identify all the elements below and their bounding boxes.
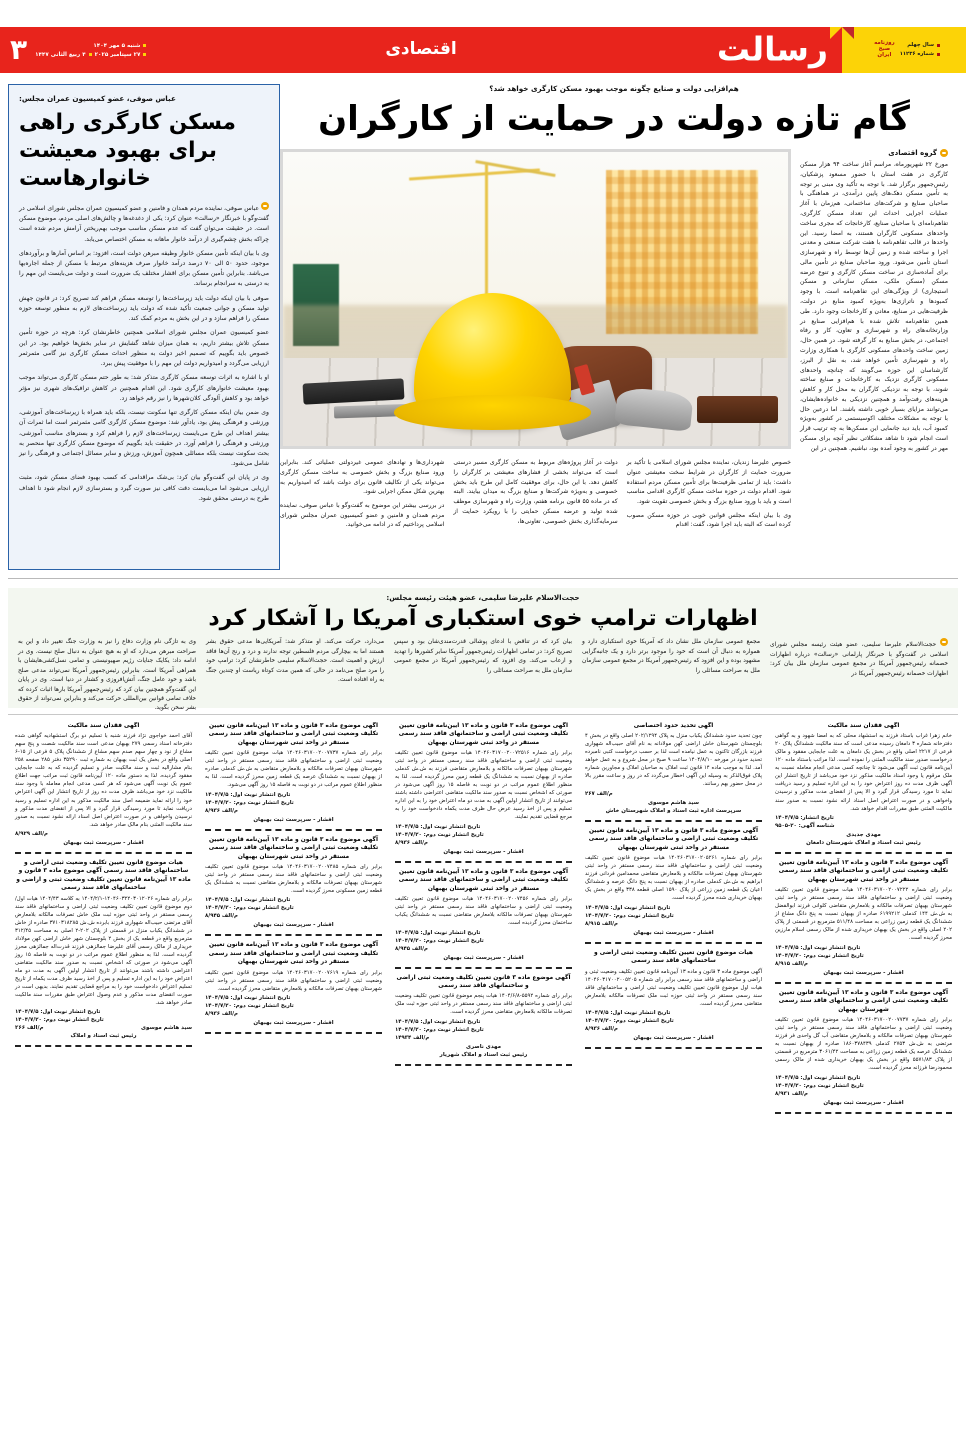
ad-meta-line: تاریخ انتشار نوبت اول: ۱۴۰۴/۷/۵ — [15, 1009, 101, 1016]
ad-body: برابر رای شماره ۱۴۰۴۶۰۳۱۷۰۰۲۰۰۷۷۳۷ هیات موضوع قانون تعیین تکلیف وضعیت ثبتی اراضی و ساختمانهای فاقد سند رسمی مستقر در واحد ثبتی شهرستان بهبهان تصرفات مالکانه و بلامعارض متقاضی آب گل واحدی فر فرزند مرتضی به ش.ش ۲۷۵۳ کدملی ۱۸۶۰۳۷۸۴۳۹ صادره از بهبهان نسبت به ششدانگ عرصه یک قطعه زمین زراعی به مساحت ۳۰۶۱/۴۲ مترمربع در قسمتی از پلاک ۵۵۷۱/۸۳ واقع در بخش یک بهبهان خریداری شده از مالک رسمی محمودرضا فرزانه محرز گردیده است. — [775, 1016, 952, 1072]
paragraph: مورخ ۲۲ شهریورماه، مراسم آغاز ساخت ۹۴ هزار مسکن کارگری در هفت استان با حضور مسعود پزشکیان، رئیس‌جمهور برگزار شد. با توجه به تأکید وی مبنی بر توجه به تأمین مسکن دهک‌های پایین درآمدی، در هماهنگی با صاحبان صنایع و شرکت‌های ساختمانی، هم‌زمان با آغاز عملیات اجرایی احداث این تعداد مسکن کارگری، تفاهم‌نامه‌ای با صاحبان صنایع، کارخانجات که مجری ساخت واحدهای مسکونی کارگران هستند، به امضا رسید. این واحدها در قالب تفاهم‌نامه با هفت شرکت صنعتی و معدنی اجرا و ساخته شده و زمین آن‌ها توسط راه و شهرسازی استان تأمین می‌شود. ورود صاحبان صنایع در تأمین مالی برای آماده‌سازی در ساخت مسکن کارگری و تنوع عرضه مسکن (مسکن ملکی، مسکن سازمانی و مسکن استیجاری) از ویژگی‌های این تفاهم‌نامه است. با وجود کمبودها و ناترازی‌ها به‌ویژه کمبود منابع در دولت، ظرفیت‌هایی در صنایع، معادن و کارخانجات وجود دارد. طی همین تفاهم‌نامه تلاش شده با هم‌افزایی صنایع در وزارتخانه‌های راه و شهرسازی و تعاون، کار و رفاه اجتماعی، در بخش صنایع به کار گرفته شود. در همین حال، زمین ساخت واحدهای مسکونی کارگری با همکاری وزارت راه و شهرسازی تأمین خواهد شد، به نقل از البرز، کارشناسان این حوزه می‌گویند که چنانچه واحدهای مسکونی کارگری نزدیک به کارخانجات و صنایع ساخته شوند، با توجه به نزدیکی کارگران به محل کار و کاهش هزینه‌های رفت‌وآمد و همچنین نزدیکی به خانواده‌هایشان، می‌توانند مزایای بسیار خوبی داشته باشند. اما درعین حال با توجه به مشکلات مختلف اکوسیستمی در کشور به‌ویژه کمبود آب، باید دید جانمایی این مسکن‌ها به چه ترتیب قرار است انجام شود تا شاهد مشکلاتی نظیر آنچه برای مسکن مهر در کشور به وجود آمده بود، نباشیم. همچنین در این — [800, 161, 949, 452]
classified-ad[interactable] — [775, 722, 952, 846]
ad-separator — [395, 861, 572, 863]
masthead-red-bar — [0, 27, 842, 73]
ad-signer-title: افشار - سرپرست ثبت بهبهان — [253, 1020, 334, 1027]
ad-meta-line: تاریخ انتشار نوبت دوم: ۱۴۰۴/۷/۲۰ — [15, 1017, 104, 1024]
quote-badge-icon — [940, 638, 948, 646]
second-story-kicker: حجت‌الاسلام علیرضا سلیمی، عضو هیئت رئیسه مجلس: — [386, 593, 580, 602]
paragraph: بیان کرد که در تناقض با ادعای پوشالی قدرت‌مندی‌شان بود و سپس تصریح کرد: در تمامی اظهارات رئیس‌جمهور آمریکا سایر کشورها را تهدید و ارعاب می‌کند. وی افزود که رئیس‌جمهور آمریکا در مجمع عمومی سازمان ملل به صراحت مسائلی را — [394, 639, 572, 674]
paragraph: وی با بیان اینکه تأمین مسکن خانوار وظیفه مبرهن دولت است، افزود: بر اساس آمارها و برآوردهای موجود، حدود ۵۰ الی ۷۰ درصد درآمد خانوار صرف هزینه‌های مرتبط با مسکن از جمله اجاره‌بها می‌باشد. بنابراین تأمین مسکن برای اقشار مختلف یک ضرورت است و دولت می‌بایست این مهم را به درستی به سرانجام برساند. — [19, 249, 269, 288]
lead-kicker: هم‌افزایی دولت و صنایع چگونه موجب بهبود مسکن کارگری خواهد شد؟ — [489, 84, 739, 93]
ad-meta-line: تاریخ انتشار نوبت اول: ۱۴۰۴/۷/۵ — [775, 944, 861, 951]
lead-byline — [800, 149, 948, 157]
paragraph: عضو کمیسیون عمران مجلس شورای اسلامی همچنین خاطرنشان کرد: هرچه در حوزه تأمین مسکن تلاش بیشتر داریم، به همان میزان شاهد گشایش در سایر بخش‌ها خواهیم بود. در این خصوص باید بگوییم که تصمیم اخیر دولت به منظور احداث مسکن کارگری نیز گامی مثمرثمر ارزیابی می‌گردد و امیدواریم دولت این مهم را با موفقیت پیش ببرد. — [19, 329, 269, 368]
ad-body: آقای احمد خواجوی نژاد فرزند شنبه با تسلیم دو برگ استشهادیه گواهی شده دفترخانه اسناد رسمی ۲۷۹ بهبهان مدعی است سند مالکیت شصت و پنج سهم مشاع از نود و چهار سهم صدم سهم مشاع از ششدانگ پلاک ۵ فرعی از ۱۵-۶ اصلی واقع در بخش یک ثبت بهبهان به شماره ثبت ۳۵۲۹۰ دفتر ۲۸۵ صفحه ۲۵۸ بنام مشارالیه ثبت و سند مالکیت صادر و تسلیم گردیده که به علت جابجایی مفقود گردیده. لذا به دستور ماده ۱۲۰ آیین‌نامه قانون ثبت مراتب جهت اطلاع عموم یک نوبت آگهی می‌شود که هر کسی مدعی انجام معامله با وجود سند مالکیت نزد خود می‌باشد ظرف مدت ده روز از تاریخ انتشار این آگهی اعتراض خود را ارائه نماید ضمیمه اصل سند مالکیت مذکور به این اداره تسلیم و رسید دریافت نماید تا مورد رسیدگی قرار گیرد و الا پس از انقضای مدت مذکور و نرسیدن واخواهی و در صورت اعتراض اصل اسناد ارائه نشود نسبت به صدور سند مالکیت المثنی بنام مالک صادر خواهد شد. — [15, 733, 192, 828]
top-story-zone — [8, 84, 958, 570]
paragraph: شهرداری‌ها و نهادهای عمومی غیردولتی عملیاتی کند. بنابراین ورود صنایع بزرگ و بخش خصوصی به ساخت مسکن کارگری می‌تواند یکی از تکالیف قانون برای دولت باشد که امیدواریم به بهترین شکل ممکن اجرایی شود. — [280, 459, 445, 496]
ad-title: آگهی موضوع ماده ۳ قانون و ماده ۱۳ آیین‌نامه قانون تعیین تکلیف وضعیت ثبتی اراضی و ساختمانهای فاقد سند رسمی مستقر در واحد ثبتی شهرستان بهبهان — [208, 836, 379, 860]
ad-signer-title: افشار - سرپرست ثبت بهبهان — [823, 1099, 904, 1106]
ad-meta-line: تاریخ انتشار نوبت اول: ۱۴۰۴/۷/۵ — [775, 1074, 861, 1081]
lead-text-column-4 — [280, 458, 444, 570]
ad-body: برابر رای شماره ۱۴۰۴۶۰۳۱۷۰۰۲۰۰۷۴۸۵ هیات موضوع قانون تعیین تکلیف وضعیت ثبتی اراضی و ساختمانهای فاقد سند رسمی مستقر در واحد ثبتی شهرستان بهبهان تصرفات مالکانه و بلامعارض متقاضی نسبت به ششدانگ یک قطعه زمین مسکونی محرز گردیده است. — [205, 863, 382, 894]
second-story-column-5 — [18, 638, 196, 717]
lead-body-col1 — [800, 160, 948, 453]
ad-meta-line: م/الف ۸/۹۳۶ — [585, 1026, 618, 1033]
date-solar: شنبه ۵ مهر ۱۴۰۴ — [93, 42, 141, 49]
ad-separator — [775, 852, 952, 854]
ad-title: آگهی فقدان سند مالکیت — [67, 723, 140, 729]
ad-body: آگهی موضوع ماده ۳ قانون و ماده ۱۳ آیین‌نامه قانون تعیین تکلیف وضعیت ثبتی و اراضی و ساختمانهای فاقد سند رسمی برابر رای شماره ۱۴۰۴۶۰۳۱۷۰۰۲۰۰۵۲۰۵ هیات اول موضوع قانون تعیین تکلیف وضعیت ثبتی اراضی و ساختمانهای فاقد سند رسمی مستقر در واحد ثبتی حوزه ثبت ملک تصرفات مالکانه بلامعارض متقاضی محرز گردیده است. — [585, 968, 762, 1007]
classified-ad[interactable] — [205, 722, 382, 823]
aside-headline[interactable]: مسکن کارگری راهی برای بهبود معیشت خانوارهاست — [19, 110, 236, 191]
ad-signer-title: سرپرست اداره ثبت اسناد و املاک شهرستان خاش — [605, 808, 742, 814]
ad-separator — [395, 1064, 572, 1066]
date-gregorian: ۲۷ سپتامبر ۲۰۲۵ — [94, 51, 141, 58]
ad-meta-line: م/الف ۸/۹۴۵ — [205, 913, 238, 920]
second-story-column-4 — [206, 638, 384, 717]
paragraph: وی به تازگی نام وزارت دفاع را نیز به وزارت جنگ تغییر داد و این به صراحت مبرهن می‌دارد که او به هیچ عنوان به دنبال صلح نیست. وی در ادامه داد: یکایک جنایات رژیم صهیونیستی و تمامی نسل‌کشی‌هایشان با همراهی آمریکا است. بنابراین رئیس‌جمهور آمریکا نمی‌تواند مدعی صلح باشد و خود عامل جنگ، آتش‌افروزی و کشتار در دنیا است. وی در پایان این گفت‌وگو همچنین بیان کرد که رئیس‌جمهور آمریکا بارها اثبات کرده که خلاف تمامی قوانین بین‌المللی حرکت می‌کند و بنابراین نمی‌تواند از حقوق بشر سخن بگوید. — [18, 639, 196, 712]
ad-signer-title: افشار - سرپرست ثبت بهبهان — [253, 922, 334, 929]
ad-signer-title: افشار - سرپرست ثبت بهبهان — [633, 929, 714, 936]
issue-year: سال چهلم — [907, 42, 934, 49]
classified-column — [768, 722, 958, 1434]
aside-interview-box — [8, 84, 280, 570]
ad-meta-line: م/الف ۸/۹۱۵ — [585, 920, 618, 927]
corner-triangle-icon — [842, 27, 854, 39]
ad-meta-line: م/الف ۸/۹۳۶ — [205, 807, 238, 814]
paragraph: وی با بیان اینکه مجلس قوانین خوبی در حوزه مسکن مصوب کرده است که البته باید اجرا شود، گفت: اقدام — [626, 511, 791, 529]
bullet-icon — [143, 44, 146, 47]
ad-title: آگهی موضوع ماده ۳ قانون و ماده ۱۳ آیین‌نامه قانون تعیین تکلیف وضعیت ثبتی اراضی و ساختمانهای فاقد سند رسمی مستقر در واحد ثبتی شهرستان بهبهان — [398, 723, 569, 746]
lead-headline[interactable]: گام تازه دولت در حمایت از کارگران — [318, 99, 910, 139]
ad-signer-title: افشار - سرپرست ثبت بهبهان — [443, 848, 524, 855]
lead-byline-label: گروه اقتصادی — [888, 149, 937, 158]
ad-title: هیات موضوع قانون تعیین تکلیف وضعیت ثبتی اراضی و ساختمانهای فاقد سند رسمی آگهی موضوع ماده ۳ قانون و ماده ۱۳ آیین‌نامه قانون تعیین تکلیف وضعیت ثبتی و اراضی و ساختمانهای فاقد سند رسمی — [16, 860, 191, 892]
ad-meta-line: تاریخ انتشار نوبت اول: ۱۴۰۴/۷/۵ — [395, 823, 481, 830]
masthead-yellow-panel — [842, 27, 966, 73]
paper-descriptor-line1: روزنامه — [874, 40, 895, 47]
classifieds-section — [8, 722, 958, 1434]
lead-text-column-2 — [627, 458, 791, 570]
date-lunar: ۴ ربیع الثانی ۱۴۴۷ — [35, 51, 86, 58]
ad-meta-line: تاریخ انتشار نوبت دوم: ۱۴۰۴/۷/۲۰ — [205, 799, 294, 806]
date-other-row — [35, 52, 146, 58]
paragraph: حجت‌الاسلام علیرضا سلیمی، عضو هیئت رئیسه مجلس شورای اسلامی در گفت‌وگو با خبرنگار پارلمانی «رسالت» درباره اظهارات خصمانه رئیس‌جمهور آمریکا در مجمع عمومی سازمان ملل بیان کرد: اظهارات خصمانه رئیس‌جمهور آمریکا در — [770, 642, 948, 677]
ad-body: خانم زهرا غراب باستاد فرزند به استشهاد محلی که به امضا شهود و به گواهی دفترخانه شماره ۳ دامغان رسیده مدعی است که سند مالکیت ششدانگ پلاک ۲۰ فرعی از ۲۲۱۷ اصلی واقع در بخش یک دامغان به علت جابجایی مفقود و مالک درخواست صدور سند مالکیت المثنی را نموده است. لذا مراتب باستناد ماده ۱۲۰ آیین‌نامه قانون ثبت آگهی می‌شود تا چنانچه کسی مدعی انجام معامله نسبت به ملک مرقوم یا وجود اسناد مالکیت مذکور نزد خود می‌باشد از تاریخ انتشار این آگهی ظرف مدت ده روز اعتراض خود را به این اداره تسلیم و رسید دریافت نماید تا مورد رسیدگی قرار گیرد و الا پس از انقضای مدت مذکور و نرسیدن واخواهی و در صورت اعتراض اصل اسناد ارائه نشود نسبت به صدور سند مالکیت المثنی طبق مقررات اقدام خواهد شد. — [775, 733, 952, 812]
lead-text-column-3 — [453, 458, 617, 570]
classified-ad[interactable] — [15, 722, 192, 846]
classified-ad[interactable] — [395, 868, 572, 961]
second-story-headline[interactable]: اظهارات ترامپ خوی استکباری آمریکا را آشکار کرد — [208, 606, 758, 631]
ad-signer-name: مهدی جدیدی — [846, 832, 881, 839]
ad-separator — [395, 967, 572, 969]
bullet-icon — [937, 44, 940, 47]
ad-signer-title: افشار - سرپرست ثبت بهبهان — [443, 954, 524, 961]
ad-body: چون تحدید حدود ششدانگ یکباب منزل به پلاک ۲۰۲/۱۲۹۴ اصلی واقع در بخش ۴ بلوچستان شهرستان خاش اراضی کهن مولادانه به نام آقای حبیب‌اله شهواری فرزند بازرگان تاکنون به عمل نیامده است لذا بر حسب درخواست کتبی نامبرده تحدید حدود در مورخه ۱۴۰۴/۸/۱۰ ساعت ۹ صبح در محل شروع و به عمل خواهد آمد. لذا به موجب ماده ۱۴ قانون ثبت املاک به صاحبان املاک و مجاورین شماره پلاک فوق‌الذکر به وسیله این آگهی اخطار می‌گردد که در روز و ساعت مقرر بالا در محل حضور بهم رسانند. — [585, 733, 762, 788]
ad-title: آگهی موضوع ماده ۳ قانون و ماده ۱۳ آیین‌نامه قانون تعیین تکلیف وضعیت ثبتی اراضی و ساختمانهای فاقد سند رسمی مستقر در واحد ثبتی شهرستان بهبهان — [208, 723, 379, 746]
corner-triangle-left-icon — [830, 27, 842, 39]
paragraph: دولت در آغاز پروژه‌های مربوط به مسکن کارگری مسیر درستی است که می‌تواند بخشی از فشارهای معیشتی بر کارگران را کاهش دهد. با این حال، برای موفقیت کامل این طرح باید بخش خصوصی و به‌ویژه شرکت‌ها و صنایع بزرگ به میدان بیایند. البته که در ماده ۵۵ قانون برنامه هفتم، وزارت راه و شهرسازی موظف شده تولید و عرضه مسکن حمایتی را با رویکرد حمایت از سرمایه‌گذاری بخش خصوصی، تعاونی‌ها، — [453, 459, 618, 525]
aside-kicker: عباس صوفی، عضو کمیسیون عمران مجلس: — [19, 94, 176, 103]
classified-ad[interactable] — [395, 974, 572, 1058]
ad-title: آگهی فقدان سند مالکیت — [827, 723, 900, 729]
ad-meta-line: م/الف ۸/۹۳۶ — [205, 1011, 238, 1018]
classified-ad[interactable] — [205, 941, 382, 1026]
ad-signer-title: افشار - سرپرست ثبت بهبهان — [253, 816, 334, 823]
bullet-icon — [143, 53, 146, 56]
classified-ad[interactable] — [395, 722, 572, 855]
ad-meta-line: تاریخ انتشار نوبت اول: ۱۴۰۴/۷/۵ — [205, 897, 291, 904]
ad-body: برابر رای شماره ۱۴۰۴۶۰۳۱۷۰۰۲۰۰۷۲۲۲ هیات موضوع قانون تعیین تکلیف وضعیت ثبتی اراضی و ساختمانهای فاقد سند رسمی مستقر در واحد ثبتی شهرستان بهبهان تصرفات مالکانه و بلامعارض متقاضی کلوانی فرزند ابوالفضل به ش.ش ۱۴۴ کدملی ۶۱۹۹۲۱۲ صادره از بهبهان نسبت به پنج دانگ مشاع از ششدانگ یک قطعه زمین زراعی به مساحت ۵۱۱/۴۸ مترمربع در قسمتی از پلاک ۲۰۲ اصلی واقع در بخش یک بهبهان خریداری شده از مالک رسمی اسلام مارزین محرز گردیده است. — [775, 887, 952, 942]
ad-separator — [205, 1032, 382, 1034]
ad-meta-line: تاریخ انتشار نوبت اول: ۱۴۰۴/۷/۵ — [395, 929, 481, 936]
paragraph: صوفی با بیان اینکه دولت باید زیرساخت‌ها را توسعه مسکن فراهم کند تصریح کرد: در قانون جهش تولید مسکن و جوانی جمعیت تأکید شده که دولت باید زیرساخت‌های لازم به منظور توسعه حوزه مسکن را فراهم سازد و در این بخش به مردم کمک کند. — [19, 294, 269, 323]
date-block — [35, 43, 146, 58]
second-story — [8, 588, 958, 712]
ad-meta-line: تاریخ انتشار: ۱۴۰۴/۷/۵ — [775, 815, 834, 822]
ad-title: آگهی موضوع ماده ۳ قانون و ماده ۱۳ آیین‌نامه قانون تعیین تکلیف وضعیت ثبتی اراضی و ساختمانهای فاقد سند رسمی مستقر در واحد ثبتی شهرستان بهبهان — [588, 828, 759, 851]
classified-column — [198, 722, 388, 1434]
ad-meta-line: م/الف ۸/۹۲۹ — [15, 831, 48, 838]
ad-title: آگهی موضوع ماده ۳ قانون و ماده ۱۳ آیین‌نامه قانون تعیین تکلیف وضعیت ثبتی اراضی و ساختمانهای فاقد سند رسمی مستقر در واحد ثبتی شهرستان بهبهان — [778, 860, 949, 883]
paragraph: می‌دارد، حرکت می‌کند. او متذکر شد: آمریکایی‌ها مدعی حقوق بشر هستند اما به بیچارگی مردم فلسطین توجه ندارند و درد و رنج آن‌ها فاقد ارزش و اهمیت است. حجت‌الاسلام سلیمی خاطرنشان کرد: ترامپ خود را مرد صلح می‌نامد در حالی که همین مدت کوتاه ریاست او چندین جنگ به راه افتاده است. — [206, 639, 384, 684]
newspaper-brand-logo[interactable]: رسالت — [716, 29, 828, 69]
ad-meta-line: م/الف ۸/۹۳۶ — [395, 839, 428, 846]
lead-photo — [280, 149, 791, 449]
ad-meta-line: تاریخ انتشار نوبت دوم: ۱۴۰۴/۷/۲۰ — [775, 952, 864, 959]
classifieds-top-rule — [8, 714, 958, 715]
ad-body: برابر رای شماره ۱۴۰۴۶۰۳۱۷۰۰۲۰۰۷۶۱۹ هیات موضوع قانون تعیین تکلیف وضعیت ثبتی اراضی و ساختمانهای فاقد سند رسمی مستقر در واحد ثبتی شهرستان بهبهان تصرفات مالکانه و بلامعارض متقاضی محرز گردیده است. — [205, 969, 382, 992]
ad-title: آگهی موضوع ماده ۳ قانون و ماده ۱۳ آیین‌نامه قانون تعیین تکلیف وضعیت ثبتی اراضی و ساختمانهای فاقد سند رسمی مستقر در واحد ثبتی شهرستان بهبهان — [398, 868, 569, 892]
aside-body — [19, 202, 269, 508]
ad-meta-line: تاریخ انتشار نوبت اول: ۱۴۰۴/۷/۵ — [395, 1018, 481, 1025]
ad-meta-line: م/الف ۱۴۹۳۴ — [395, 1034, 430, 1041]
ad-meta-line: م/الف ۲۶۷ — [585, 790, 613, 797]
date-solar-row — [35, 43, 146, 49]
classified-ad[interactable] — [585, 949, 762, 1041]
ad-body: برابر رای شماره ۱۴۰۴۶۰۳۲۲۰۳۰۱۲۰۲۶-۱۴۰۴/۲/۱ به کلاسه ۱۴۰۴/۴۳ هیات اول/دوم موضوع قانون تعیین تکلیف وضعیت ثبتی اراضی و ساختمانهای فاقد سند رسمی مستقر در واحد ثبتی حوزه ثبت ملک خاش تصرفات مالکانه بلامعارض آقای مرتضی حبیب‌اله شهواری فرزند بابرده ش.ش ۳۷۱۰۳۱۸۲۸۵ صادره از خاش در ششدانگ یکباب منزل در قسمتی از پلاک ۲۰۲-۲ اصلی به مساحت ۳۱۲/۴۵ مترمربع واقع در قطعه یک از بخش ۲ بلوچستان شهر خاش اراضی کهن مولاداد خریداری از مالک رسمی آقای علیرضا جمالزهی فرزند قدرت‌اله جمالزهی محرز گردیده است. لذا به منظور اطلاع عموم مراتب در دو نوبت به فاصله ۱۵ روز آگهی می‌شود در صورتی که اشخاص نسبت به صدور سند مالکیت متقاضی اعتراضی داشته باشند می‌توانند از تاریخ انتشار اولین آگهی به مدت دو ماه اعتراض خود را به این اداره تسلیم و پس از اخذ رسید ظرف مدت یکماه از تاریخ تسلیم اعتراض دادخواست خود را به مراجع قضایی تقدیم نمایند. بدیهی است در صورت انقضای مدت مذکور و عدم وصول اعتراض طبق مقررات سند مالکیت صادر خواهد شد. — [15, 895, 192, 1006]
paragraph: وی در پایان این گفت‌وگو بیان کرد: بی‌شک مراقدامی که کسب بهبود فضای مسکن شود، مثبت ارزیابی می‌شود اما می‌بایست دقت کافی نیز صورت گیرد و بسترسازی لازم انجام شود تا اهداف طرح به درستی محقق شود. — [19, 474, 269, 502]
second-story-column-3 — [394, 638, 572, 717]
ad-separator — [585, 1047, 762, 1049]
second-story-column-1 — [770, 638, 948, 717]
ad-signer-title: رئیس ثبت اسناد و املاک شهریار — [439, 1051, 528, 1058]
paragraph: وی ضمن بیان اینکه مسکن کارگری تنها سکونت نیست، بلکه باید همراه با زیرساخت‌های آموزشی، ورزشی و فرهنگی پیش بود، یادآور شد: موضوع مسکن کارگری گامی مثمرثمر است اما ثمرات آن بیشتر اهداف این طرح می‌بایست زیرساخت‌های لازم را فراهم کرد و بسترهای مناسب آموزشی، ورزشی و فرهنگی را فراهم آورد. در حقیقت باید بگوییم که موضوع مسکن کارگری تنها منحصر به بحث سکونت نیست بلکه مسائلی همچون آموزش، ورزش و سایر مسائل اجتماعی و فرهنگی را نیز شامل می‌شود. — [19, 409, 269, 468]
ad-meta-line: تاریخ انتشار نوبت دوم: ۱۴۰۴/۷/۲۰ — [205, 1003, 294, 1010]
quote-badge-icon — [940, 149, 948, 157]
classified-ad[interactable] — [775, 859, 952, 976]
ad-meta-line: تاریخ انتشار نوبت دوم: ۱۴۰۴/۷/۲۰ — [395, 1026, 484, 1033]
ad-body: برابر رای شماره ۵۵۹۲-۱۴۰۴/۶/۸ هیات پنجم موضوع قانون تعیین تکلیف وضعیت ثبتی اراضی و ساختمانهای فاقد سند رسمی مستقر در واحد ثبتی حوزه ثبت ملک تصرفات مالکانه بلامعارض متقاضی محرز گردیده است. — [395, 993, 572, 1016]
ad-meta-line: تاریخ انتشار نوبت دوم: ۱۴۰۴/۷/۲۰ — [585, 912, 674, 919]
ad-meta-line: تاریخ انتشار نوبت اول: ۱۴۰۴/۷/۵ — [585, 904, 671, 911]
ad-body: برابر رای شماره ۱۴۰۴۶۰۳۱۷۰۰۲۰۵۲۶۱ هیات موضوع قانون تعیین تکلیف وضعیت ثبتی اراضی و ساختمانهای فاقد سند رسمی مستقر در واحد ثبتی شهرستان بهبهان تصرفات مالکانه و بلامعارض متقاضی محمدامین فردانی فرزند ابراهیم به ش.ش کدملی صادره از بهبهان نسبت به پنج دانگ عرصه و ششدانگ اعیان یک قطعه زمین زراعی از پلاک ۱۵۹۰ اصلی قطعه ۳۳۸ واقع در بخش یک بهبهان خریداری شده محرز گردیده است. — [585, 855, 762, 902]
photo-leather-strap — [697, 396, 778, 422]
classified-ad[interactable] — [775, 989, 952, 1106]
ad-signer-title: افشار - سرپرست ثبت بهبهان — [63, 840, 144, 847]
ad-meta-line: تاریخ انتشار نوبت دوم: ۱۴۰۴/۷/۲۰ — [775, 1082, 864, 1089]
ad-separator — [775, 982, 952, 984]
bullet-icon — [89, 53, 92, 56]
ad-title: هیات موضوع قانون تعیین تکلیف وضعیت ثبتی اراضی و ساختمانهای فاقد سند رسمی — [594, 949, 753, 965]
paragraph: خصوص علیرضا زندیان، نماینده مجلس شورای اسلامی با تأکید بر ضرورت حمایت از کارگران در شرایط سخت معیشتی عنوان داشت: باید از تمامی ظرفیت‌ها برای تأمین مسکن مردم استفاده شود. اقدام دولت در حوزه ساخت مسکن کارگری اقدامی مناسب است و باید با ورود صنایع بزرگ و بخش خصوصی تقویت شود. — [626, 459, 791, 506]
classified-ad[interactable] — [585, 827, 762, 936]
paragraph: در بررسی بیشتر این موضوع به گفت‌وگو با عباس صوفی، نماینده مردم همدان و فامنین و عضو کمیسیون عمران مجلس شورای اسلامی پرداختیم که در ادامه می‌خوانید. — [280, 501, 445, 529]
lead-text-column-1 — [800, 149, 948, 570]
ad-meta-line: تاریخ انتشار نوبت دوم: ۱۴۰۴/۷/۲۰ — [395, 831, 484, 838]
ad-separator — [775, 1112, 952, 1114]
issue-year-row — [900, 42, 940, 48]
ad-title: آگهی موضوع ماده ۳ قانون و ماده ۱۳ آیین‌نامه قانون تعیین تکلیف وضعیت ثبتی اراضی و ساختمانهای فاقد سند رسمی شهرستان بهبهان — [778, 989, 949, 1013]
lead-story — [280, 84, 958, 570]
ad-signer-name: سید هاشم موسوی — [647, 800, 699, 806]
paper-descriptor-line2: صبح — [878, 46, 891, 53]
classified-ad[interactable] — [585, 722, 762, 814]
bullet-icon — [937, 53, 940, 56]
ad-separator — [205, 934, 382, 936]
paragraph: مجمع عمومی سازمان ملل نشان داد که آمریکا خوی استکباری دارد و همواره به دنبال آن است که خود را موجود برتر دارد و یک جانبه‌گرایی مشهود بوده و این افزود که رئیس‌جمهور آمریکا در مجمع عمومی سازمان ملل به صراحت مسائلی را — [582, 639, 760, 674]
ad-signer-title: رئیس ثبت اسناد و املاک — [70, 1033, 137, 1040]
issue-number-row — [900, 51, 940, 57]
section-title: اقتصادی — [385, 39, 457, 59]
ad-signer-name: سید هاشم موسوی — [140, 1025, 192, 1032]
ad-separator — [585, 942, 762, 944]
quote-badge-icon — [261, 202, 269, 210]
ad-meta-line: تاریخ انتشار نوبت دوم: ۱۴۰۴/۷/۲۰ — [395, 937, 484, 944]
ad-separator — [205, 829, 382, 831]
ad-separator — [585, 820, 762, 822]
ad-title: آگهی تحدید حدود اختصاصی — [633, 723, 714, 729]
paper-descriptor — [874, 41, 895, 58]
ad-separator — [15, 852, 192, 854]
ad-meta-line: تاریخ انتشار نوبت دوم: ۱۴۰۴/۷/۲۰ — [205, 905, 294, 912]
classified-ad[interactable] — [205, 836, 382, 929]
ad-body: برابر رای شماره ۱۴۰۴۶۰۳۱۷۰۰۲۰۰۷۴۵۶ هیات موضوع قانون تعیین تکلیف وضعیت ثبتی اراضی و ساختمانهای فاقد سند رسمی مستقر در واحد ثبتی شهرستان بهبهان تصرفات مالکانه بلامعارض متقاضی نسبت به ششدانگ یکباب ساختمان محرز گردیده است. — [395, 895, 572, 926]
ad-meta-line: تاریخ انتشار نوبت اول: ۱۴۰۴/۷/۵ — [205, 791, 291, 798]
paragraph: او با اشاره به اثرات توسعه مسکن کارگری متذکر شد: به طور حتم مسکن کارگری می‌تواند موجب بهبود معیشت خانوارهای کارگری شود. این اقدام همچنین در کاهش ترافیک‌های شهری نیز مؤثر خواهد بود و کاهش آلودگی کلان‌شهرها را نیز رقم خواهد زد. — [19, 374, 269, 402]
masthead — [0, 27, 966, 73]
page-number: ۳ — [10, 33, 28, 66]
classified-column — [388, 722, 578, 1434]
classified-column — [578, 722, 768, 1434]
ad-meta-line: تاریخ انتشار نوبت دوم: ۱۴۰۴/۷/۲۰ — [585, 1018, 674, 1025]
classified-ad[interactable] — [15, 859, 192, 1039]
second-story-column-2 — [582, 638, 760, 717]
paper-descriptor-line3: ایران — [877, 51, 892, 58]
ad-signer-title: افشار - سرپرست ثبت بهبهان — [633, 1035, 714, 1042]
ad-meta-line: تاریخ انتشار نوبت اول: ۱۴۰۴/۷/۵ — [585, 1010, 671, 1017]
ad-signer-name: مهدی ناصری — [465, 1043, 502, 1050]
ad-meta-line: م/الف ۸/۹۱۵ — [775, 960, 808, 967]
ad-reference-code: م/الف ۲۶۶ — [15, 1025, 44, 1032]
photo-crane-mast-icon — [485, 164, 488, 299]
ad-body: برابر رای شماره ۱۴۰۴۶۰۳۱۷۰۰۲۰۰۷۲۵۱۶ هیات موضوع قانون تعیین تکلیف وضعیت ثبتی اراضی و ساختمانهای فاقد سند رسمی مستقر در واحد ثبتی شهرستان بهبهان تصرفات مالکانه و بلامعارض متقاضی فرزند به ش.ش کدملی صادره از بهبهان نسبت به ششدانگ یک قطعه زمین محرز گردیده است. لذا به منظور اطلاع عموم مراتب در دو نوبت به فاصله ۱۵ روز آگهی می‌شود در صورتی که اشخاص نسبت به صدور سند مالکیت متقاضی اعتراضی داشته باشند می‌توانند از تاریخ انتشار اولین آگهی به مدت دو ماه اعتراض خود را به این اداره تسلیم و پس از اخذ رسید عرض حال ظرف مدت یکماه دادخواست خود را به مرجع قضایی تقدیم نمایند. — [395, 750, 572, 821]
ad-separator — [15, 1045, 192, 1047]
ad-title: آگهی موضوع ماده ۳ قانون و ماده ۱۳ آیین‌نامه قانون تعیین تکلیف وضعیت ثبتی اراضی و ساختمانهای فاقد سند رسمی مستقر در واحد ثبتی شهرستان بهبهان — [208, 942, 379, 966]
ad-meta-line: تاریخ انتشار نوبت اول: ۱۴۰۴/۷/۵ — [205, 995, 291, 1002]
paragraph: عباس صوفی، نماینده مردم همدان و فامنین و عضو کمیسیون عمران مجلس شورای اسلامی در گفت‌وگو با خبرنگار «رسالت» عنوان کرد: یکی از دغدغه‌ها و چالش‌های اصلی مردم، موضوع مسکن است. در حقیقت می‌توان گفت که عدم مسکن مناسب موجب بهم‌ریختن آرامش مردم شده است چراکه بخش چشم‌گیری از درآمد خانوار ماهانه به مسکن اختصاص می‌یابد. — [19, 204, 269, 243]
section-divider — [8, 578, 958, 579]
ad-meta-line: شناسه آگهی: ۲۰-۹۵۰۵ — [775, 823, 835, 830]
ad-body: برابر رای شماره ۱۴۰۴۶۰۳۱۷۰۰۲۰۰۷۷۳۷ هیات موضوع قانون تعیین تکلیف وضعیت ثبتی اراضی و ساختمانهای فاقد سند رسمی مستقر در واحد ثبتی شهرستان بهبهان تصرفات مالکانه و بلامعارض متقاضی به ش.ش کدملی صادره از بهبهان نسبت به ششدانگ عرصه یک قطعه زمین محرز گردیده است. لذا به منظور اطلاع عموم مراتب در دو نوبت به فاصله ۱۵ روز آگهی می‌شود. — [205, 750, 382, 789]
issue-number: شماره ۱۱۲۳۶ — [899, 51, 934, 58]
ad-meta-line: م/الف ۸/۹۳۱ — [775, 1090, 808, 1097]
ad-title: آگهی موضوع ماده ۳ قانون تعیین تکلیف وضعیت ثبتی اراضی و ساختمانهای فاقد سند رسمی — [396, 974, 571, 989]
ad-signer-title: افشار - سرپرست ثبت بهبهان — [823, 969, 904, 976]
ad-meta-line: م/الف ۸/۹۴۵ — [395, 945, 428, 952]
classified-column — [8, 722, 198, 1434]
ad-signer-title: رئیس ثبت اسناد و املاک شهرستان دامغان — [806, 840, 921, 847]
